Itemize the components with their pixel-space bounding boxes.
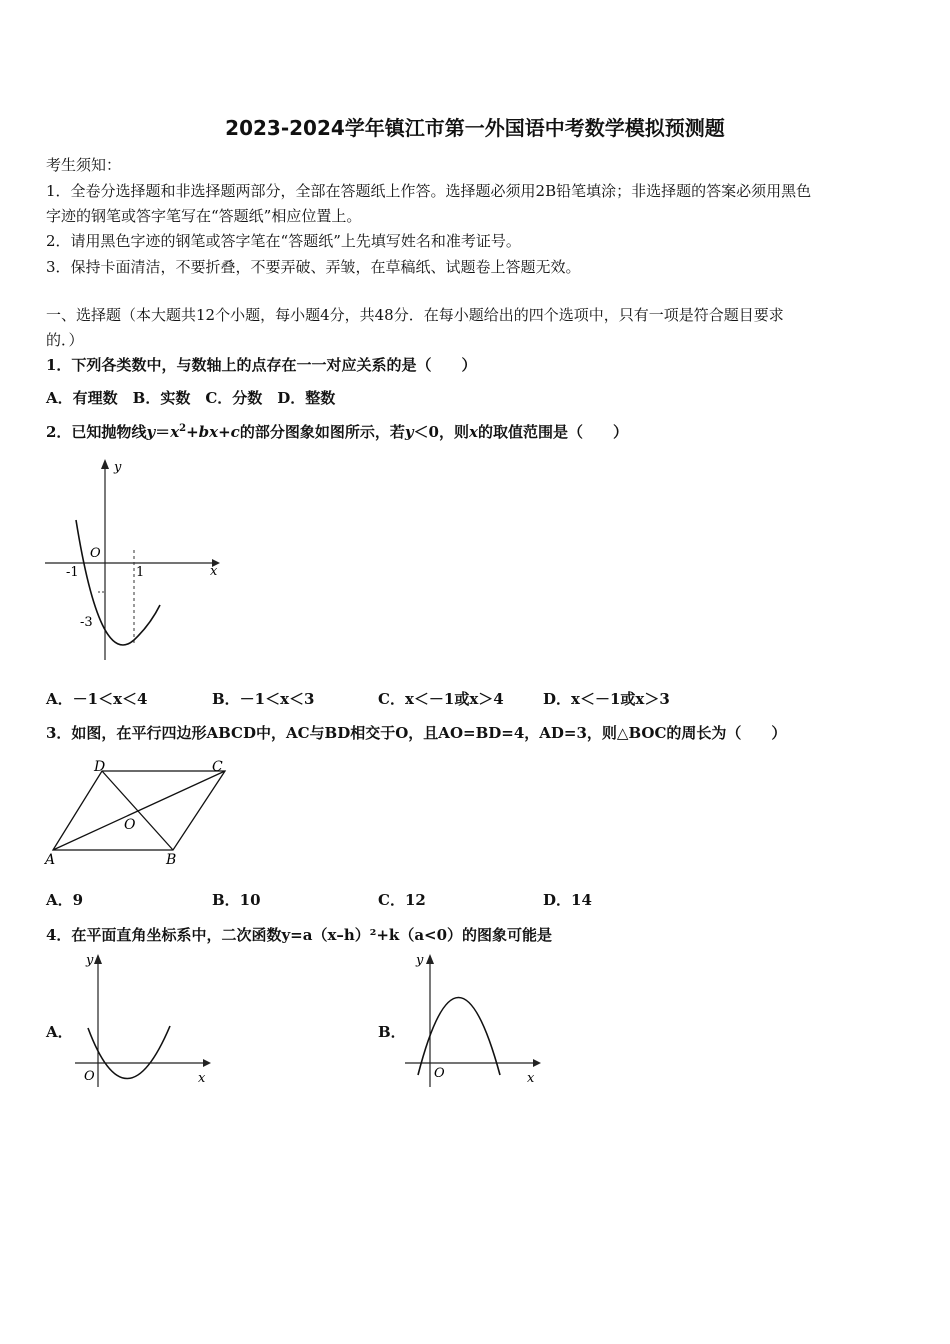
q3-stem: 3．如图，在平行四边形ABCD中，AC与BD相交于O，且AO=BD=4，AD=3，则△BOC的周长为（ ） [46, 724, 787, 742]
notice-item-2: 2．请用黑色字迹的钢笔或答字笔在“答题纸”上先填写姓名和准考证号。 [46, 232, 521, 250]
q3-option-d: D．14 [543, 891, 592, 909]
q2-tick-neg3: -3 [80, 615, 93, 630]
q2-option-a: A．－1＜x＜4 [46, 690, 148, 708]
q3-vertex-b: B [166, 852, 177, 868]
q3-option-b: B．10 [212, 891, 261, 909]
page-title: 2023-2024学年镇江市第一外国语中考数学模拟预测题 [225, 116, 725, 140]
q4a-x-axis-label: x [198, 1071, 206, 1086]
q4a-y-axis-label: y [86, 953, 94, 968]
section-heading-line2: 的．） [46, 331, 84, 349]
q3-option-c: C．12 [378, 891, 426, 909]
section-heading-line1: 一、选择题（本大题共12个小题，每小题4分，共48分．在每小题给出的四个选项中，只有一项是符合题目要求 [46, 306, 784, 324]
q1-options: A．有理数 B．实数 C．分数 D．整数 [46, 389, 336, 407]
q3-parallelogram-figure [40, 756, 235, 871]
q4b-x-axis-label: x [527, 1071, 535, 1086]
q2-option-c: C．x＜－1或x＞4 [378, 690, 504, 708]
q4b-origin-label: O [434, 1066, 445, 1081]
q4-option-b-label: B． [378, 1023, 406, 1041]
q3-option-a: A．9 [46, 891, 84, 909]
q2-parabola-graph [40, 455, 230, 670]
q2-x-axis-label: x [210, 564, 218, 579]
q2-option-b: B．－1＜x＜3 [212, 690, 315, 708]
notice-item-3: 3．保持卡面清洁，不要折叠，不要弄破、弄皱，在草稿纸、试题卷上答题无效。 [46, 258, 581, 276]
q2-stem: 2．已知抛物线$y=x^2+bx+c$的部分图象如图所示，若y＜0，则x的取值范围是（ ） [46, 423, 628, 441]
q3-vertex-a: A [45, 852, 56, 868]
q3-center-o: O [124, 817, 136, 833]
q4-graph-b [400, 950, 550, 1090]
q4-stem: 4．在平面直角坐标系中，二次函数y=a（x–h）²+k（a<0）的图象可能是 [46, 926, 553, 944]
notice-item-1b: 字迹的钢笔或答字笔写在“答题纸”相应位置上。 [46, 207, 362, 225]
q3-vertex-c: C [212, 759, 223, 775]
notice-heading: 考生须知： [46, 156, 122, 174]
q4a-origin-label: O [84, 1069, 95, 1084]
q2-option-d: D．x＜－1或x＞3 [543, 690, 670, 708]
q2-y-axis-label: y [114, 460, 122, 475]
q2-tick-pos1: 1 [136, 565, 145, 580]
q2-origin-label: O [90, 546, 101, 561]
q4b-y-axis-label: y [416, 953, 424, 968]
q1-stem: 1．下列各类数中，与数轴上的点存在一一对应关系的是（ ） [46, 356, 477, 374]
q4-option-a-label: A． [46, 1023, 73, 1041]
q4-graph-a [70, 950, 220, 1090]
q3-vertex-d: D [94, 759, 106, 775]
notice-item-1a: 1．全卷分选择题和非选择题两部分，全部在答题纸上作答。选择题必须用2B铅笔填涂；非选择题的答案必须用黑色 [46, 182, 812, 200]
q2-tick-neg1: -1 [66, 565, 79, 580]
